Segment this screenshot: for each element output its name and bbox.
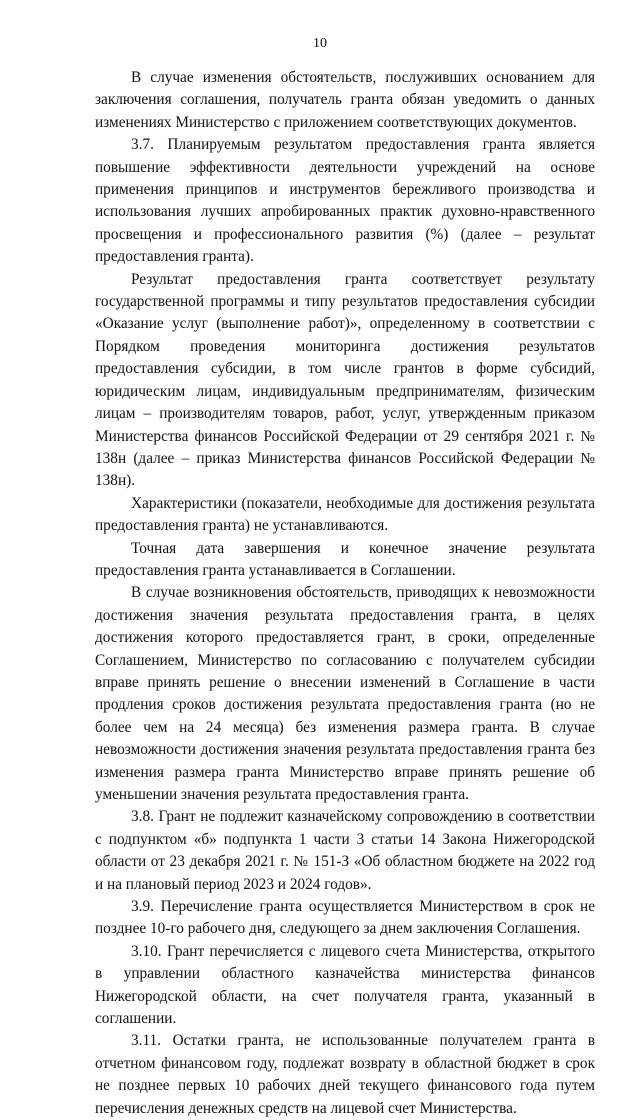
- paragraph-3-10: 3.10. Грант перечисляется с лицевого счета Министерства, открытого в управлении областного казначейства министерства финансов Нижегородской области, на счет получателя гранта, указанный в соглашении.: [95, 942, 595, 1028]
- paragraph-3-11: 3.11. Остатки гранта, не использованные получателем гранта в отчетном финансовом году, подлежат возврату в областной бюджет в срок не позднее первых 10 рабочих дней текущего финансового года путем перечисления денежных средств на лицевой счет Министерства.: [95, 1032, 595, 1117]
- page-number: 10: [313, 36, 327, 51]
- document-body: [95, 67, 595, 1120]
- paragraph-completion-date: Точная дата завершения и конечное значение результата предоставления гранта устанавливается в Соглашении.: [95, 539, 595, 579]
- paragraph-circumstances: В случае возникновения обстоятельств, приводящих к невозможности достижения значения результата предоставления гранта, в целях достижения которого предоставляется грант, в сроки, определенные Соглашением, Министерство по согласованию с получателем субсидии вправе принять решение о внесении изменений в Соглашение в части продления сроков достижения результата предоставления гранта (но не более чем на 24 месяца) без изменения размера гранта. В случае невозможности достижения значения результата предоставления гранта без изменения размера гранта Министерство вправе принять решение об уменьшении значения результата предоставления гранта.: [95, 584, 595, 803]
- paragraph-notification: В случае изменения обстоятельств, послуживших основанием для заключения соглашения, получатель гранта обязан уведомить о данных изменениях Министерство с приложением соответствующих документов.: [95, 69, 595, 131]
- paragraph-result-correspondence: Результат предоставления гранта соответствует результату государственной программы и типу результатов предоставления субсидии «Оказание услуг (выполнение работ)», определенному в соответствии с Порядком проведения мониторинга достижения результатов предоставления субсидии, в том числе грантов в форме субсидий, юридическим лицам, индивидуальным предпринимателям, физическим лицам – производителям товаров, работ, услуг, утвержденным приказом Министерства финансов Российской Федерации от 29 сентября 2021 г. № 138н (далее – приказ Министерства финансов Российской Федерации № 138н).: [95, 270, 595, 490]
- paragraph-3-7: 3.7. Планируемым результатом предоставления гранта является повышение эффективности деятельности учреждений на основе применения принципов и инструментов бережливого производства и использования лучших апробированных практик духовно-нравственного просвещения и профессионального развития (%) (далее – результат предоставления гранта).: [95, 136, 595, 266]
- paragraph-3-9: 3.9. Перечисление гранта осуществляется Министерством в срок не позднее 10-го рабочего дня, следующего за днем заключения Соглашения.: [95, 898, 595, 938]
- paragraph-characteristics: Характеристики (показатели, необходимые для достижения результата предоставления гранта) не устанавливаются.: [95, 494, 595, 535]
- paragraph-3-8: 3.8. Грант не подлежит казначейскому сопровождению в соответствии с подпунктом «б» подпункта 1 части 3 статьи 14 Закона Нижегородской области от 23 декабря 2021 г. № 151-З «Об областном бюджете на 2022 год и на плановый период 2023 и 2024 годов».: [95, 808, 595, 893]
